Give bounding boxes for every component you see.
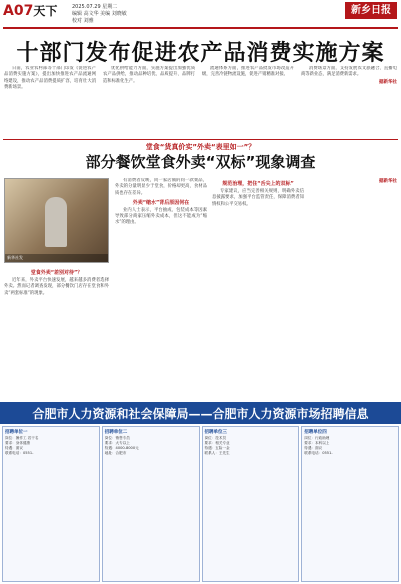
story1-author: 据新华社	[379, 79, 397, 85]
story2-column-2: 有消费者反映，同一家店铺的同一款菜品，外卖的分量明显少于堂食，价格却更高，食材品质也存在差异。 外卖“缩水”背后原因何在 业内人士表示，平台抽成、包装成本等因素导致部分商家压缩外卖成本，但这不能成为“缩水”的理由。	[115, 178, 207, 226]
story2-author: 据新华社	[379, 179, 397, 184]
ad-listing	[2, 426, 100, 582]
ad-listing-line: 地址：合肥市	[104, 451, 127, 455]
ad-listing-head: 招聘单位三	[204, 430, 227, 435]
ad-listing	[301, 426, 399, 582]
ad-grid	[2, 426, 399, 582]
ad-listing-line: 岗位：技术员	[204, 436, 227, 440]
ad-listing-head: 招聘单位二	[104, 430, 128, 435]
ad-listing-line: 待遇：五险一金	[204, 446, 230, 450]
ad-listing-line: 要求：相关专业	[204, 441, 230, 445]
story2-subhead-2: 外卖“缩水”背后原因何在	[132, 199, 190, 206]
header-rule	[3, 27, 398, 29]
photo-figure	[45, 197, 67, 247]
page-code: A07天下	[3, 3, 58, 19]
ad-listing-line: 岗位：行政助理	[304, 436, 330, 440]
story1-column-1: 日前，农业农村部等十部门印发《促进农产品消费实施方案》，提出加快推进农产品流通网络建设，推动农产品消费提质扩容，培育壮大消费新场景。	[4, 66, 96, 90]
meta-proof: 校对 刘雅	[72, 18, 94, 24]
story-divider	[3, 139, 398, 140]
ad-listing-line: 待遇：面议	[5, 446, 23, 450]
story2-photo	[4, 178, 109, 263]
ad-listing-line: 联系电话：0551-	[304, 451, 333, 455]
ad-listing-line: 待遇：4000-8000元	[104, 446, 139, 450]
story2-kicker: 堂食“货真价实”外卖“表里如一”？	[145, 143, 256, 151]
ad-listing-line: 待遇：面议	[304, 446, 323, 450]
story1-column-3: 流通体系方面，推进农产品批发市场改造升级，完善冷链物流设施，促进产销精准对接。	[202, 66, 294, 78]
story2-column-4	[309, 178, 397, 398]
meta-editor: 编辑 高文华 美编 刘晓敏	[72, 11, 127, 17]
story2-column-3: 规范治理，把住“舌尖上的双标” 专家建议，应当完善相关规则，明确外卖信息披露要求，加强平台监管责任，保障消费者知情权和公平交易权。	[212, 181, 304, 207]
ad-listing-line: 联系人：王先生	[204, 451, 230, 455]
story1-headline: 十部门发布促进农产品消费实施方案	[16, 41, 385, 66]
ad-listing-head: 招聘单位四	[304, 430, 327, 435]
ad-listing-line: 要求：大专以上	[104, 441, 130, 445]
meta-date: 2025.07.29 星期二	[72, 4, 118, 10]
ad-listing-head: 招聘单位一	[5, 430, 28, 435]
ad-listing-line: 要求：本科以上	[304, 441, 330, 445]
ad-listing	[102, 426, 200, 582]
story1-column-4: 消费场景方面，支持发展农文旅融合、直播电商等新业态，满足消费新需求。 据新华社	[301, 66, 397, 85]
header-meta	[72, 4, 127, 25]
story2-headline: 部分餐饮堂食外卖“双标”现象调查	[85, 153, 316, 171]
ad-listing-line: 岗位：销售专员	[104, 436, 130, 440]
photo-caption: 新华社发	[5, 254, 108, 262]
story2-subhead-1: 堂食外卖“差别对待”？	[30, 270, 83, 276]
recruitment-ad	[0, 402, 401, 584]
ad-listing-line: 岗位：操作工 若干名	[5, 436, 39, 440]
page-header	[0, 0, 401, 26]
ad-listing-line: 要求：身体健康	[5, 441, 31, 445]
newspaper-logo: 新乡日报	[345, 2, 397, 19]
ad-listing-line: 联系电话：0551-	[5, 451, 34, 455]
ad-title: 合肥市人力资源和社会保障局——合肥市人力资源市场招聘信息	[0, 404, 401, 424]
story2-subhead-3: 规范治理，把住“舌尖上的双标”	[222, 181, 294, 187]
ad-listing	[202, 426, 300, 582]
section-name: 天下	[33, 4, 58, 18]
story2-column-1: 堂食外卖“差别对待”？ 近年来，外卖平台快速发展，越来越多消费者选择外卖。然而记者调查发现，部分餐饮门店存在堂食和外卖“两套标准”的现象。	[4, 270, 109, 296]
story1-column-2: 优化供给能力方面，实施方案提出加强优质农产品供给，推动品种培优、品质提升、品牌打造和标准化生产。	[103, 66, 195, 84]
